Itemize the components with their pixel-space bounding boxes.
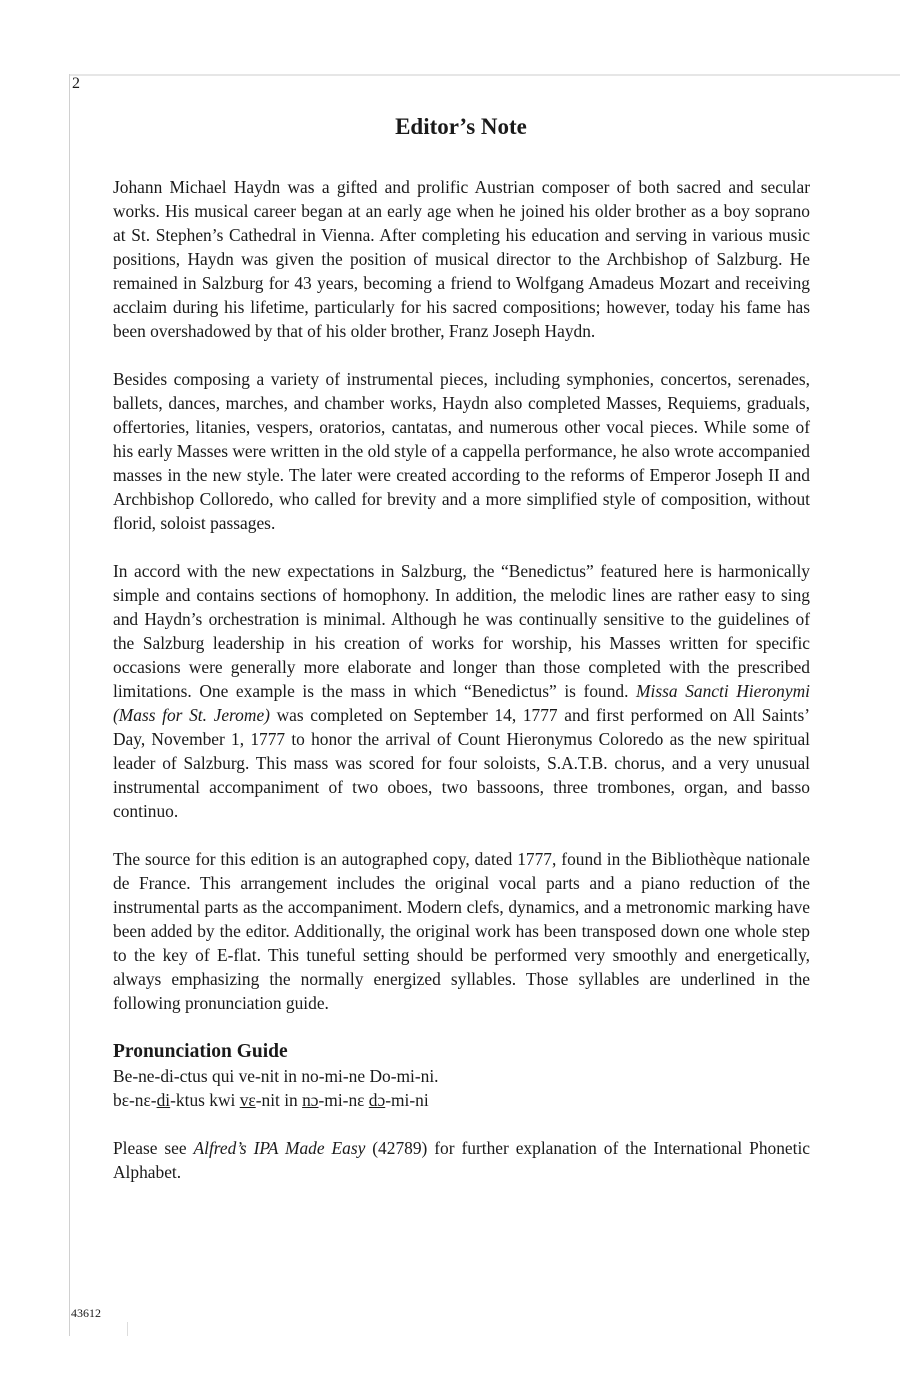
ipa-segment: -nit in	[255, 1090, 303, 1110]
ipa-stressed-syllable: vɛ	[239, 1090, 256, 1110]
pronunciation-ipa	[113, 1088, 810, 1112]
paragraph-benedictus-text: In accord with the new expectations in Salzburg, the “Benedictus” featured here is harmonically simple and contains sections of homophony. In addition, the melodic lines are rather easy to sing and Haydn’s orchestration is minimal. Although he was continually sensitive to the guidelines of the Salzburg leadership in his creation of works for worship, his Masses written for specific occasions were generally more elaborate and longer than those completed with the prescribed limitations. One example is the mass in which “Benedictus” is found.	[113, 561, 810, 701]
paragraph-benedictus	[113, 559, 810, 823]
paragraph-benedictus-text-end: was completed on September 14, 1777 and first performed on All Saints’ Day, November 1, 1777 to honor the arrival of Count Hieronymus Coloredo as the new spiritual leader of Salzburg. This mass was scored for four soloists, S.A.T.B. chorus, and a very unusual instrumental accompaniment of two oboes, two bassoons, three trombones, organ, and basso continuo.	[113, 705, 811, 821]
paragraph-closing	[113, 1136, 810, 1184]
closing-text-end: (42789) for further explanation of the International Phonetic Alphabet.	[113, 1138, 810, 1182]
page-left-rule	[69, 74, 70, 1336]
ipa-stressed-syllable: di	[156, 1090, 171, 1110]
ipa-segment: bɛ-nɛ-	[113, 1090, 157, 1110]
mass-title: Missa Sancti Hieronymi (Mass for St. Jerome)	[113, 681, 810, 725]
ipa-segment: -mi-ni	[385, 1090, 429, 1110]
paragraph-works: Besides composing a variety of instrumental pieces, including symphonies, concertos, serenades, ballets, dances, marches, and chamber works, Haydn also completed Masses, Requiems, graduals, offertories, litanies, vespers, oratorios, cantatas, and numerous other vocal pieces. While some of his early Masses were written in the old style of a cappella performance, he also wrote accompanied masses in the new style. The later were created according to the reforms of Emperor Joseph II and Archbishop Colloredo, who called for brevity and a more simplified style of composition, without florid, soloist passages.	[113, 369, 810, 533]
pronunciation-guide-heading: Pronunciation Guide	[113, 1041, 288, 1062]
ipa-segment: -ktus kwi	[170, 1090, 240, 1110]
paragraph-biography: Johann Michael Haydn was a gifted and prolific Austrian composer of both sacred and secular works. His musical career began at an early age when he joined his older brother as a boy soprano at St. Stephen’s Cathedral in Vienna. After completing his education and serving in various music positions, Haydn was given the position of musical director to the Archbishop of Salzburg. He remained in Salzburg for 43 years, becoming a friend to Wolfgang Amadeus Mozart and receiving acclaim during his lifetime, particularly for his sacred compositions; however, today his fame has been overshadowed by that of his older brother, Franz Joseph Haydn.	[113, 177, 810, 341]
catalog-number: 43612	[71, 1306, 101, 1320]
page-top-rule	[70, 74, 900, 76]
body-content	[113, 175, 810, 1208]
ipa-stressed-syllable: dɔ	[368, 1090, 386, 1110]
closing-text: Please see	[113, 1138, 194, 1158]
footer-tick-mark	[127, 1322, 128, 1336]
pronunciation-latin: Be-ne-di-ctus qui ve-nit in no-mi-ne Do-mi-ni.	[113, 1066, 439, 1086]
book-title: Alfred’s IPA Made Easy	[193, 1138, 366, 1158]
ipa-segment: -mi-nɛ	[318, 1090, 369, 1110]
page-number: 2	[72, 75, 80, 92]
page-title: Editor’s Note	[395, 114, 527, 139]
ipa-stressed-syllable: nɔ	[302, 1090, 319, 1110]
paragraph-source: The source for this edition is an autographed copy, dated 1777, found in the Bibliothèque nationale de France. This arrangement includes the original vocal parts and a piano reduction of the instrumental parts as the accompaniment. Modern clefs, dynamics, and a metronomic marking have been added by the editor. Additionally, the original work has been transposed down one whole step to the key of E-flat. This tuneful setting should be performed very smoothly and energetically, always emphasizing the normally energized syllables. Those syllables are underlined in the following pronunciation guide.	[113, 849, 810, 1013]
